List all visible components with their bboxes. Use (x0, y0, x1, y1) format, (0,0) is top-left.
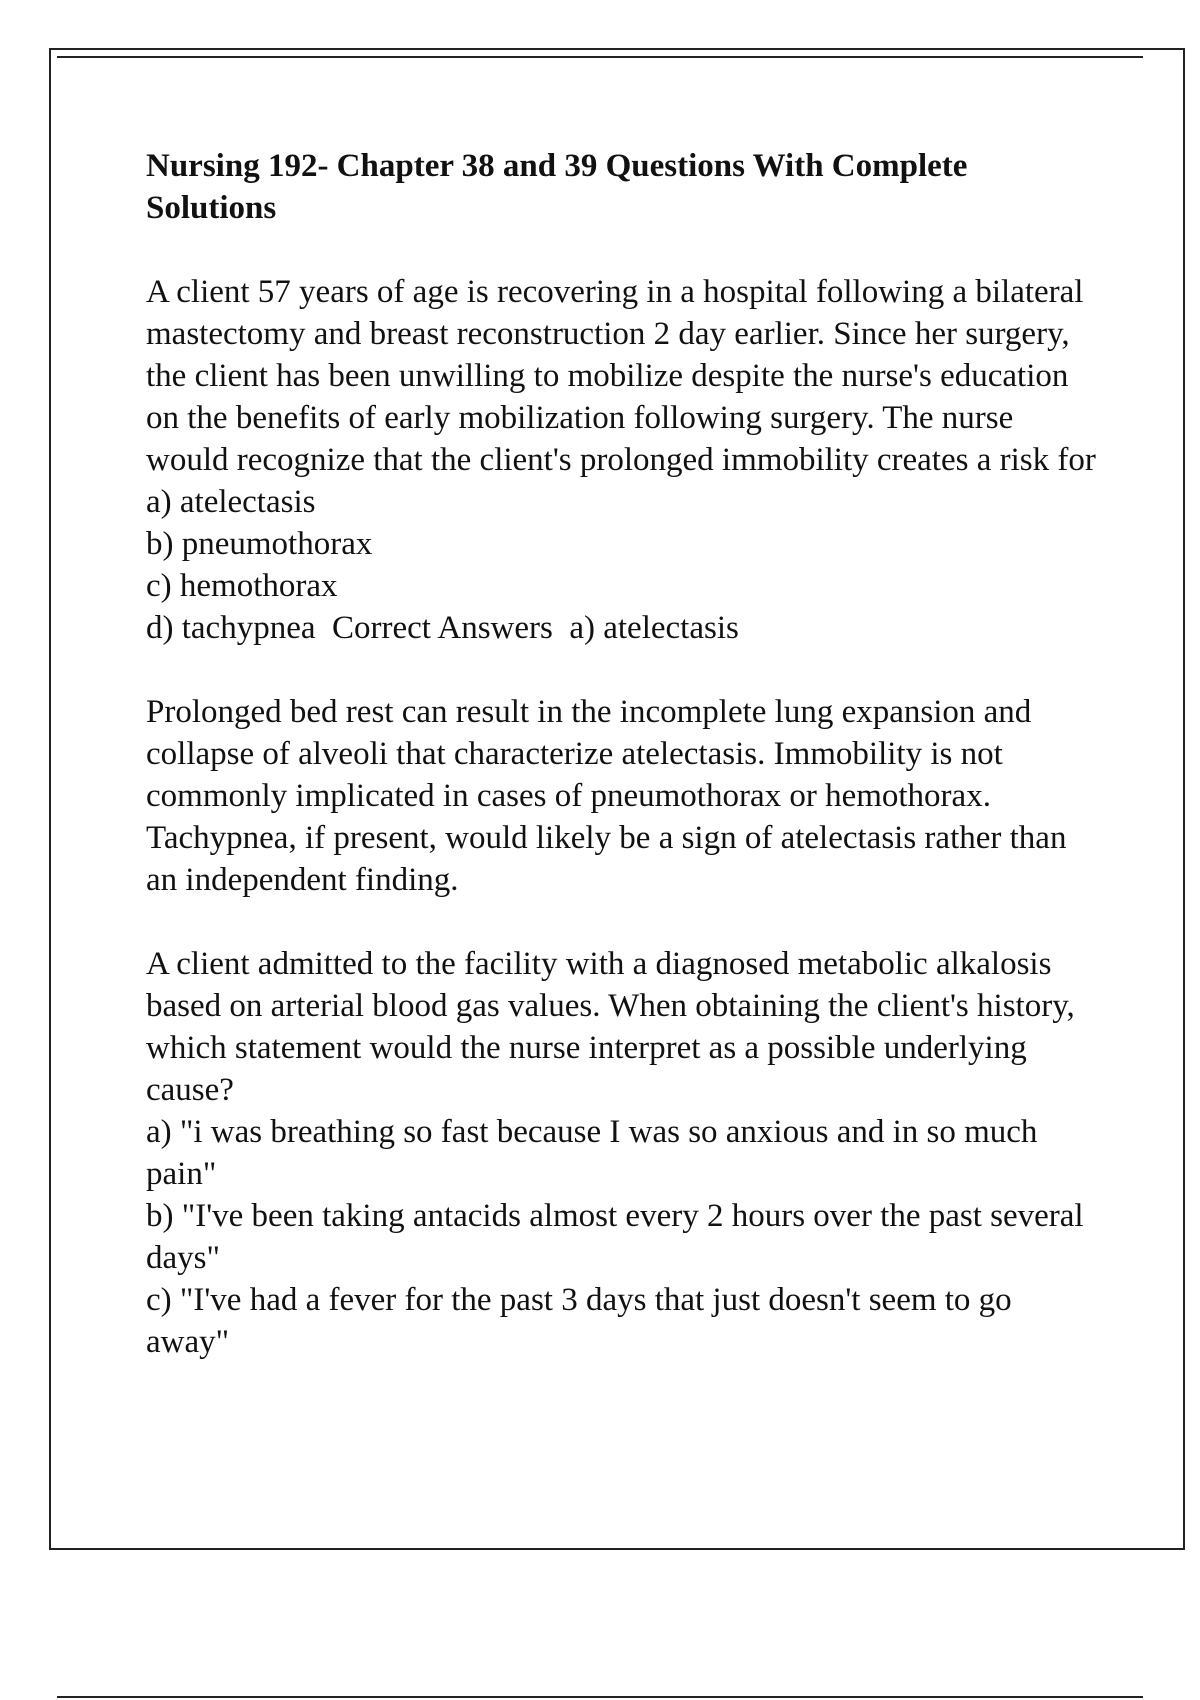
footer-rule (57, 1696, 1143, 1698)
question-2 (146, 943, 1096, 1363)
rationale-1: Prolonged bed rest can result in the incomplete lung expansion and collapse of alveoli that characterize atelectasis. Immobility is not commonly implicated in cases of pneumothorax or hemothorax. Tachypnea, if present, would likely be a sign of atelectasis rather than an independent finding. (146, 694, 1067, 898)
question-2-option-a: a) "i was breathing so fast because I was so anxious and in so much pain" (146, 1114, 1038, 1192)
spacer (146, 649, 1096, 691)
question-1-stem: A client 57 years of age is recovering in a hospital following a bilateral mastectomy and breast reconstruction 2 day earlier. Since her surgery, the client has been unwilling to mobilize despite the nurse's education on the benefits of early mobilization following surgery. The nurse would recognize that the client's prolonged immobility creates a risk for (146, 274, 1096, 478)
header-rule (57, 56, 1143, 58)
document-title: Nursing 192- Chapter 38 and 39 Questions With Complete Solutions (146, 148, 968, 226)
document-body (146, 145, 1096, 1363)
question-1-option-c: c) hemothorax (146, 568, 338, 604)
question-2-option-c: c) "I've had a fever for the past 3 days that just doesn't seem to go away" (146, 1282, 1012, 1360)
spacer (146, 901, 1096, 943)
question-1 (146, 271, 1096, 649)
question-1-option-b: b) pneumothorax (146, 526, 373, 562)
question-2-option-b: b) "I've been taking antacids almost every 2 hours over the past several days" (146, 1198, 1084, 1276)
question-1-option-d-answer: d) tachypnea Correct Answers a) atelectasis (146, 610, 739, 646)
question-2-stem: A client admitted to the facility with a diagnosed metabolic alkalosis based on arterial blood gas values. When obtaining the client's history, which statement would the nurse interpret as a possible underlying cause? (146, 946, 1075, 1108)
question-1-option-a: a) atelectasis (146, 484, 316, 520)
